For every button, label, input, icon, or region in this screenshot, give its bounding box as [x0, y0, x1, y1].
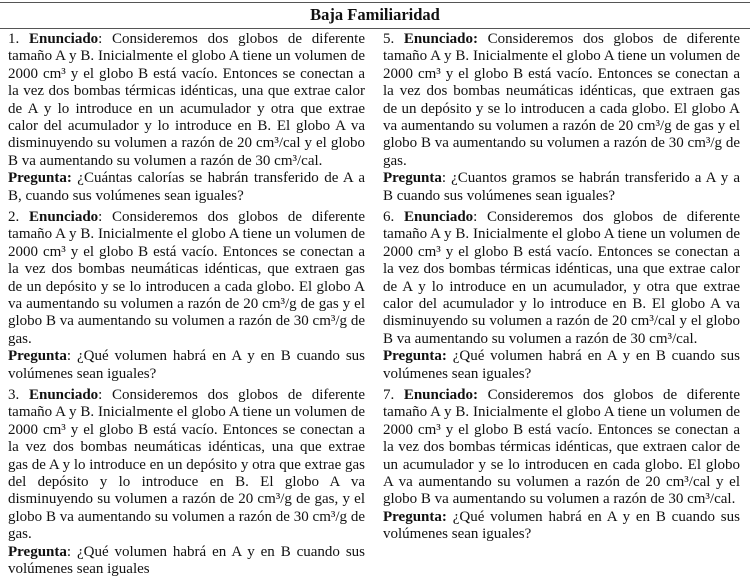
problem-number: 3. [8, 387, 20, 403]
pregunta-label: Pregunta [8, 543, 67, 560]
label-separator: : [98, 31, 103, 47]
pregunta-text: ¿Qué volumen habrá en A y en B cuando sus volúmenes sean iguales? [383, 508, 740, 543]
problem-6 [383, 209, 740, 387]
pregunta-label: Pregunta: [383, 348, 447, 365]
header-rule [0, 28, 750, 29]
enunciado-label: Enunciado: [403, 31, 479, 47]
enunciado-label: Enunciado: [403, 387, 479, 403]
table-title: Baja Familiaridad [310, 5, 440, 24]
pregunta-text: ¿Cuántas calorías se habrán transferido de A a B, cuando sus volúmenes sean iguales? [8, 170, 365, 204]
left-column [8, 31, 365, 578]
problem-number: 6. [383, 209, 395, 225]
pregunta-label: Pregunta: [383, 508, 447, 525]
label-separator: : [473, 209, 478, 225]
table-top-rule [0, 2, 750, 3]
pregunta-label: Pregunta [383, 170, 442, 187]
enunciado-text: Consideremos dos globos de diferente tamaño A y B. Inicialmente el globo A tiene un volumen de 2000 cm³ y el globo B está vacío. Entonces se conectan a la vez dos bombas térmicas idénticas, una que extrae calor de A y lo introduce en un acumulador, y otra que extrae calor del acumulador y lo introduce en B. El globo A va disminuyendo su volumen a razón de 20 cm³/cal y el globo B va aumentando su volumen a razón de 30 cm³/cal. [383, 209, 741, 347]
pregunta-text: : ¿Cuantos gramos se habrán transferido a A y a B cuando sus volúmenes sean iguales? [383, 170, 740, 204]
enunciado-label: Enunciado [28, 31, 99, 47]
enunciado-label: Enunciado [28, 209, 99, 225]
problem-3 [8, 387, 365, 578]
problem-number: 2. [8, 209, 20, 225]
label-separator: : [98, 387, 103, 403]
pregunta-text: ¿Qué volumen habrá en A y en B cuando sus volúmenes sean iguales? [383, 348, 740, 382]
problem-5 [383, 31, 740, 209]
problem-7 [383, 387, 740, 544]
enunciado-text: Consideremos dos globos de diferente tamaño A y B. Inicialmente el globo A tiene un volumen de 2000 cm³ y el globo B está vacío. Entonces se conectan a la vez dos bombas térmicas idénticas, una que extrae calor de A y lo introduce en un acumulador y otra que extrae calor del acumulador y lo introduce en B. El globo A va disminuyendo su volumen a razón de 20 cm³/cal y el globo B va aumentando su volumen a razón de 30 cm³/cal. [8, 31, 366, 169]
enunciado-label: Enunciado [28, 387, 99, 403]
right-column [383, 31, 740, 544]
pregunta-label: Pregunta [8, 348, 67, 365]
enunciado-text: Consideremos dos globos de diferente tamaño A y B. Inicialmente el globo A tiene un volumen de 2000 cm³ y el globo B está vacío. Entonces se conectan a la vez dos bombas neumáticas idénticas, una que extrae gas de A y lo introduce en un depósito y otra que extrae gas del depósito y lo introduce en B. El globo A va disminuyendo su volumen a razón de 20 cm³/g de gas, y el globo B va aumentando su volumen a razón de 30 cm³/g de gas. [8, 387, 366, 543]
pregunta-text: : ¿Qué volumen habrá en A y en B cuando sus volúmenes sean iguales? [8, 348, 365, 382]
enunciado-label: Enunciado [403, 209, 474, 225]
enunciado-text: Consideremos dos globos de diferente tamaño A y B. Inicialmente el globo A tiene un volumen de 2000 cm³ y el globo B está vacío. Entonces se conectan a la vez dos bombas neumáticas idénticas, que extraen gas de un depósito y se lo introducen a cada globo. El globo A va aumentando su volumen a razón de 20 cm³/g de gas y el globo B va aumentando su volumen a razón de 30 cm³/g de gas. [383, 31, 741, 169]
label-separator: : [98, 209, 103, 225]
problem-1 [8, 31, 365, 209]
pregunta-text: : ¿Qué volumen habrá en A y en B cuando sus volúmenes sean iguales [8, 543, 365, 578]
problem-2 [8, 209, 365, 387]
problem-number: 1. [8, 31, 20, 47]
problem-number: 5. [383, 31, 395, 47]
enunciado-text: Consideremos dos globos de diferente tamaño A y B. Inicialmente el globo A tiene un volumen de 2000 cm³ y el globo B está vacío. Entonces se conectan a la vez dos bombas neumáticas idénticas, que extraen gas de un depósito y se lo introducen a cada globo. El globo A va aumentando su volumen a razón de 20 cm³/g de gas y el globo B va aumentando su volumen a razón de 30 cm³/g de gas. [8, 209, 366, 347]
problem-number: 7. [383, 387, 395, 403]
pregunta-label: Pregunta: [8, 170, 72, 187]
enunciado-text: Consideremos dos globos de diferente tamaño A y B. Inicialmente el globo A tiene un volumen de 2000 cm³ y el globo B está vacío. Entonces se conectan a la vez dos bombas térmicas idénticas, que extraen calor de un acumulador y se lo introducen en cada globo. El globo A va aumentando su volumen a razón de 20 cm³/cal y el globo B va aumentando su volumen a razón de 30 cm³/cal. [383, 387, 741, 508]
